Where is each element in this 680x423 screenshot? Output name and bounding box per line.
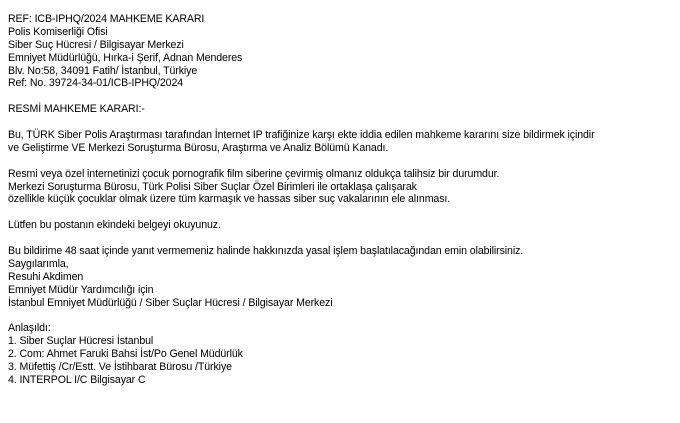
signatory-title: Emniyet Müdür Yardımcılığı için [8, 283, 154, 296]
unit-name: Siber Suç Hücresi / Bilgisayar Merkezi [8, 38, 184, 51]
directorate-address: Emniyet Müdürlüğü, Hırka-i Şerif, Adnan Menderes [8, 51, 243, 64]
cc-item: 4. INTERPOL I/C Bilgisayar C [8, 373, 146, 386]
office-name: Polis Komiserliği Ofisi [8, 25, 108, 38]
paragraph-accusation [8, 168, 676, 207]
cc-list [8, 322, 676, 386]
street-address: Blv. No:58, 34091 Fatih/ İstanbul, Türkiye [8, 64, 198, 77]
cc-item: 2. Com: Ahmet Faruki Bahsi İst/Po Genel Müdürlük [8, 348, 243, 361]
cc-item: 1. Siber Suçlar Hücresi İstanbul [8, 335, 154, 348]
paragraph-line: Merkezi Soruşturma Bürosu, Türk Polisi Siber Suçlar Özel Birimleri ile ortaklaşa çalışarak [8, 180, 417, 193]
letter-header [8, 13, 676, 90]
signatory-department: İstanbul Emniyet Müdürlüğü / Siber Suçlar Hücresi / Bilgisayar Merkezi [8, 296, 333, 309]
closing-block [8, 245, 676, 309]
reference-number: Ref: No. 39724-34-01/ICB-IPHQ/2024 [8, 77, 184, 90]
signatory-name: Resuhi Akdimen [8, 270, 84, 283]
attachment-instruction: Lütfen bu postanın ekindeki belgeyi okuyunuz. [8, 219, 221, 232]
court-order-letter [8, 13, 676, 387]
cc-heading: Anlaşıldı: [8, 322, 51, 335]
paragraph-notice [8, 129, 676, 155]
paragraph-line: özellikle küçük çocuklar olmak üzere tüm karmaşık ve hassas siber suç vakalarının ele alınması. [8, 193, 451, 206]
paragraph-line: Bu, TÜRK Siber Polis Araştırması tarafından İnternet IP trafiğinize karşı ekte iddia edilen mahkeme kararını size bildirmek içindir [8, 129, 595, 142]
reference-heading: REF: ICB-IPHQ/2024 MAHKEME KARARI [8, 13, 205, 25]
paragraph-line: ve Geliştirme VE Merkezi Soruşturma Bürosu, Araştırma ve Analiz Bölümü Kanadı. [8, 141, 389, 154]
salutation: Saygılarımla, [8, 257, 69, 270]
cc-item: 3. Müfettiş /Cr/Estt. Ve İstihbarat Bürosu /Türkiye [8, 361, 232, 374]
deadline-warning: Bu bildirime 48 saat içinde yanıt vermemeniz halinde hakkınızda yasal işlem başlatılacağından emin olabilirsiniz. [8, 245, 524, 258]
subject-line: RESMİ MAHKEME KARARI:- [8, 103, 145, 116]
paragraph-line: Resmi veya özel internetinizi çocuk pornografik film siberine çevirmiş olmanız oldukça talihsiz bir durumdur. [8, 167, 500, 180]
